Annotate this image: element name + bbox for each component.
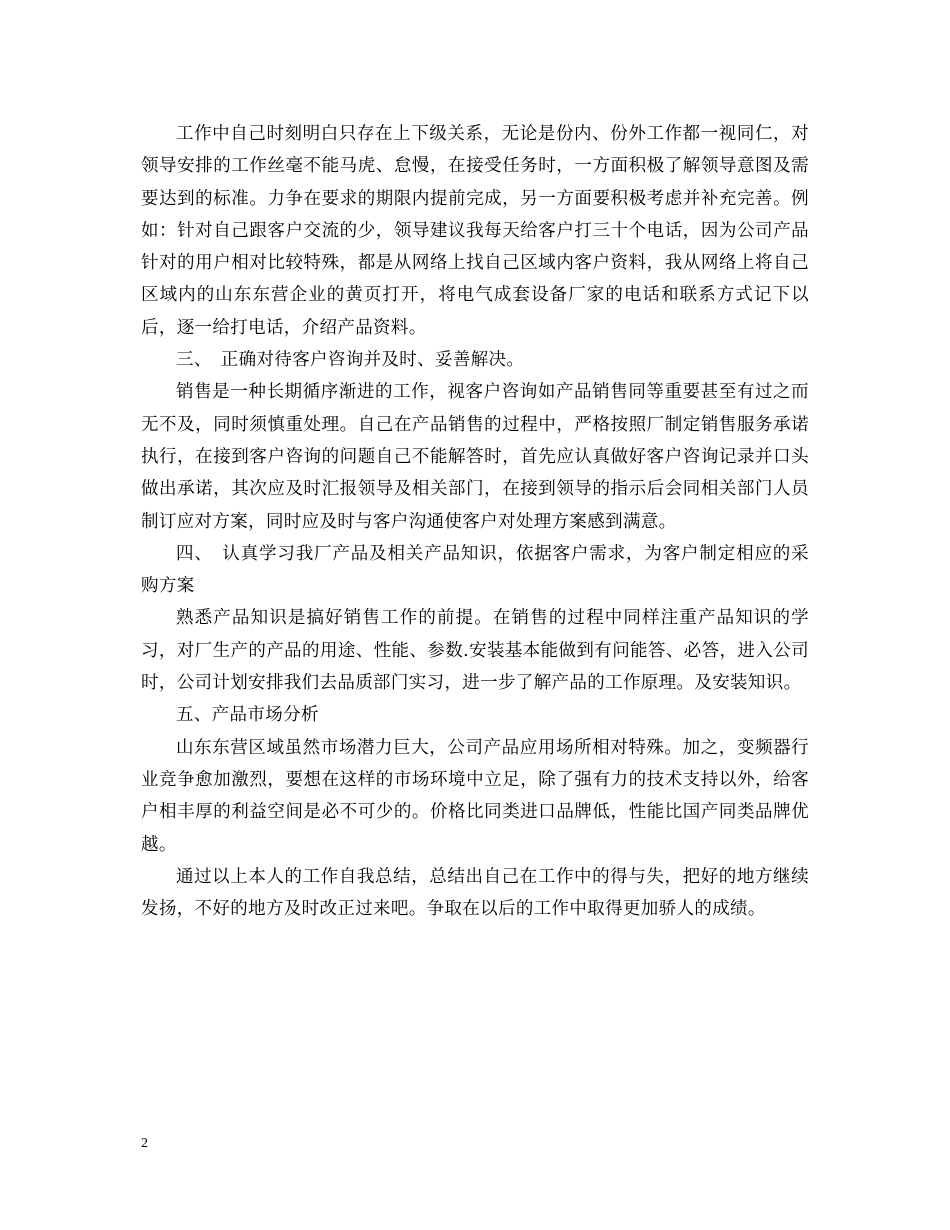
section-heading-four: 四、 认真学习我厂产品及相关产品知识，依据客户需求，为客户制定相应的采购方案 <box>141 543 809 597</box>
section-heading-five: 五、产品市场分析 <box>176 705 319 726</box>
page-number: 2 <box>141 1136 148 1151</box>
paragraph-customer-inquiry: 销售是一种长期循序渐进的工作，视客户咨询如产品销售同等重要甚至有过之而无不及，同时须慎重处理。自己在产品销售的过程中，严格按照厂制定销售服务承诺执行，在接到客户咨询的问题自己不能解答时，首先应认真做好客户咨询记录并口头做出承诺，其次应及时汇报领导及相关部门，在接到领导的指示后会同相关部门人员制订应对方案，同时应及时与客户沟通使客户对处理方案感到满意。 <box>141 382 809 532</box>
paragraph-market-analysis: 山东东营区域虽然市场潜力巨大，公司产品应用场所相对特殊。加之，变频器行业竞争愈加激烈，要想在这样的市场环境中立足，除了强有力的技术支持以外，给客户相丰厚的利益空间是必不可少的。价格比同类进口品牌低，性能比国产同类品牌优越。 <box>141 737 809 855</box>
paragraph-product-knowledge: 熟悉产品知识是搞好销售工作的前提。在销售的过程中同样注重产品知识的学习，对厂生产的产品的用途、性能、参数.安装基本能做到有问能答、必答，进入公司时，公司计划安排我们去品质部门实习，进一步了解产品的工作原理。及安装知识。 <box>141 608 809 694</box>
document-body <box>141 118 809 925</box>
section-heading-three: 三、 正确对待客户咨询并及时、妥善解决。 <box>176 350 525 371</box>
paragraph-conclusion: 通过以上本人的工作自我总结，总结出自己在工作中的得与失，把好的地方继续发扬，不好的地方及时改正过来吧。争取在以后的工作中取得更加骄人的成绩。 <box>141 866 809 920</box>
paragraph-work-attitude: 工作中自己时刻明白只存在上下级关系，无论是份内、份外工作都一视同仁，对领导安排的工作丝毫不能马虎、怠慢，在接受任务时，一方面积极了解领导意图及需要达到的标准。力争在要求的期限内提前完成，另一方面要积极考虑并补充完善。例如：针对自己跟客户交流的少，领导建议我每天给客户打三十个电话，因为公司产品针对的用户相对比较特殊，都是从网络上找自己区域内客户资料，我从网络上将自己区域内的山东东营企业的黄页打开，将电气成套设备厂家的电话和联系方式记下以后，逐一给打电话，介绍产品资料。 <box>141 124 809 338</box>
